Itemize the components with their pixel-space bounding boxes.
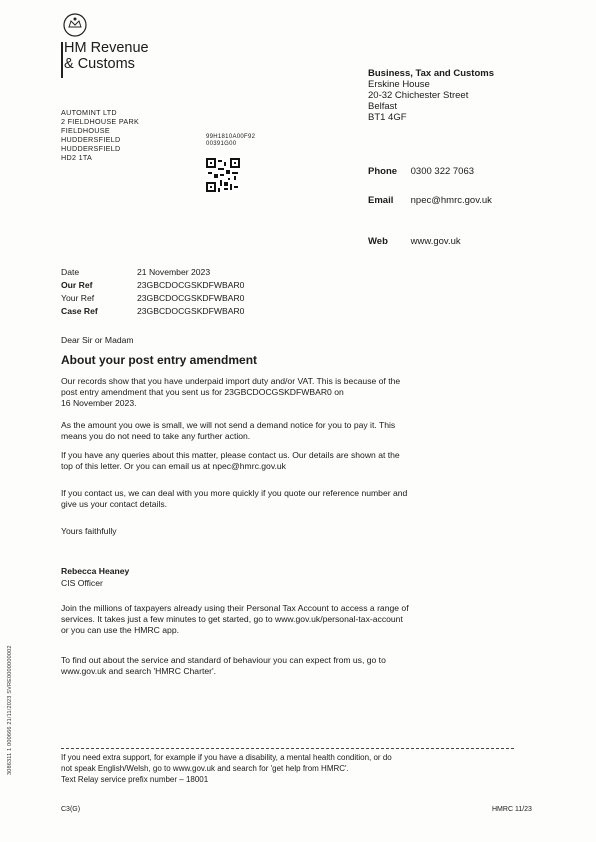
paragraph-line: 16 November 2023.: [61, 398, 137, 408]
paragraph-line: If you have any queries about this matter, please contact us. Our details are shown at the: [61, 450, 400, 460]
crown-crest-icon: [62, 12, 88, 38]
logo-line2: & Customs: [64, 56, 135, 72]
phone-value: 0300 322 7063: [410, 166, 475, 177]
closing: Yours faithfully: [61, 526, 117, 536]
office-line: Belfast: [368, 101, 398, 112]
logo-line1: HM Revenue: [64, 40, 149, 56]
salutation: Dear Sir or Madam: [61, 335, 134, 345]
paragraph-contact-us: [61, 488, 531, 510]
our-ref-value: 23GBCDOCGSKDFWBAR0: [137, 280, 245, 290]
paragraph-line: To find out about the service and standard of behaviour you can expect from us, go to: [61, 655, 386, 665]
office-line: 20-32 Chichester Street: [368, 90, 469, 101]
hmrc-logo-text: [64, 40, 149, 72]
recipient-line: HUDDERSFIELD: [61, 135, 121, 144]
phone-label: Phone: [368, 166, 398, 177]
paragraph-line: post entry amendment that you sent us for 23GBCDOCGSKDFWBAR0 on: [61, 387, 344, 397]
your-ref-value: 23GBCDOCGSKDFWBAR0: [137, 293, 245, 303]
signer-role: CIS Officer: [61, 578, 103, 588]
form-code-right: HMRC 11/23: [492, 806, 532, 813]
paragraph-line: Join the millions of taxpayers already using their Personal Tax Account to access a range of: [61, 603, 409, 613]
paragraph-line: If you contact us, we can deal with you more quickly if you quote our reference number and: [61, 488, 408, 498]
date-value: 21 November 2023: [137, 267, 211, 277]
signer-name: Rebecca Heaney: [61, 566, 130, 576]
paragraph-line: www.gov.uk and search 'HMRC Charter'.: [61, 666, 216, 676]
email-label: Email: [368, 195, 394, 206]
case-ref-value: 23GBCDOCGSKDFWBAR0: [137, 306, 245, 316]
qr-code-text: 99H1810A00F92: [206, 134, 256, 140]
footer-divider: [61, 748, 514, 749]
case-ref-label: Case Ref: [61, 306, 98, 316]
paragraph-no-action: [61, 420, 531, 442]
logo-bar: [61, 42, 63, 78]
web-row: [368, 236, 461, 247]
paragraph-line: Our records show that you have underpaid import duty and/or VAT. This is because of the: [61, 376, 401, 386]
form-code-left: C3(G): [61, 806, 81, 813]
paragraph-line: As the amount you owe is small, we will not send a demand notice for you to pay it. This: [61, 420, 396, 430]
footer-line: Text Relay service prefix number – 18001: [61, 775, 209, 784]
web-value[interactable]: www.gov.uk: [410, 236, 461, 247]
email-row: [368, 195, 492, 206]
qr-code-icon: [206, 158, 240, 192]
email-value[interactable]: npec@hmrc.gov.uk: [410, 195, 492, 206]
office-line: Erskine House: [368, 79, 430, 90]
your-ref-label: Your Ref: [61, 293, 95, 303]
recipient-line: HUDDERSFIELD: [61, 144, 121, 153]
recipient-address: [61, 108, 139, 162]
paragraph-line: services. It takes just a few minutes to get started, go to www.gov.uk/personal-tax-account: [61, 614, 403, 624]
paragraph-personal-tax-account: [61, 603, 531, 636]
paragraph-line: top of this letter. Or you can email us at npec@hmrc.gov.uk: [61, 461, 286, 471]
paragraph-line: means you do not need to take any further action.: [61, 431, 251, 441]
qr-block: [206, 134, 255, 197]
footer-support-note: [61, 752, 531, 785]
paragraph-underpaid: [61, 376, 531, 409]
side-print-code: [4, 600, 16, 775]
qr-code-text: 00391G00: [206, 141, 237, 147]
phone-row: [368, 166, 474, 177]
paragraph-line: or you can use the HMRC app.: [61, 625, 179, 635]
paragraph-line: give us your contact details.: [61, 499, 168, 509]
our-ref-label: Our Ref: [61, 280, 93, 290]
paragraph-queries: [61, 450, 531, 472]
side-print-text: 3086311 1 000666 21/11/2023 SVRE0000000002: [7, 645, 13, 775]
footer-line: not speak English/Welsh, go to www.gov.uk and search for 'get help from HMRC'.: [61, 764, 349, 773]
footer-line: If you need extra support, for example if you have a disability, a mental health condition, or do: [61, 753, 392, 762]
office-line: BT1 4GF: [368, 112, 407, 123]
office-address: [368, 68, 494, 123]
recipient-line: AUTOMINT LTD: [61, 108, 117, 117]
web-label: Web: [368, 236, 388, 247]
recipient-line: HD2 1TA: [61, 153, 93, 162]
reference-block: [61, 266, 244, 318]
paragraph-charter: [61, 655, 531, 677]
office-title: Business, Tax and Customs: [368, 68, 494, 79]
recipient-line: FIELDHOUSE: [61, 126, 110, 135]
date-label: Date: [61, 267, 80, 277]
recipient-line: 2 FIELDHOUSE PARK: [61, 117, 140, 126]
letter-heading: About your post entry amendment: [61, 353, 258, 367]
